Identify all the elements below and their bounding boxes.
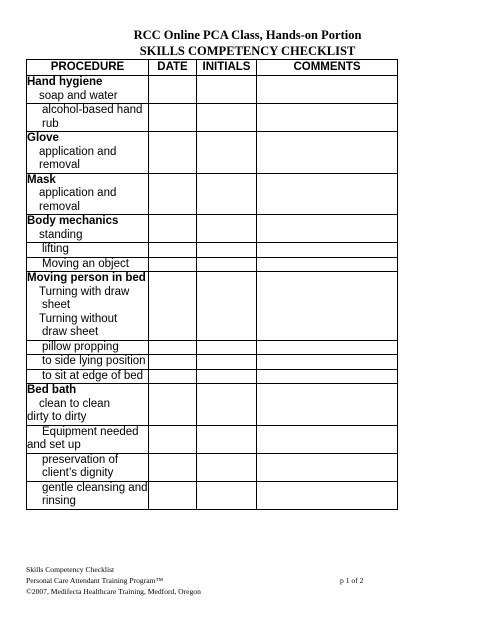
procedure-text: draw sheet <box>42 326 99 338</box>
procedure-cell <box>27 425 149 453</box>
comments-cell[interactable] <box>257 272 398 341</box>
procedure-text: removal <box>39 159 80 171</box>
procedure-text: Turning without <box>39 312 118 325</box>
footer-checklist-name: Skills Competency Checklist <box>26 565 115 574</box>
comments-cell[interactable] <box>257 257 398 272</box>
initials-cell[interactable] <box>197 355 257 370</box>
procedure-cell <box>27 243 149 258</box>
procedure-category: Body mechanics <box>27 215 119 227</box>
procedure-text: to sit at edge of bed <box>42 369 144 382</box>
table-row <box>27 369 398 384</box>
date-cell[interactable] <box>149 104 197 132</box>
date-cell[interactable] <box>149 369 197 384</box>
procedure-cell <box>27 272 149 341</box>
procedure-cell <box>27 384 149 426</box>
column-header-comments: COMMENTS <box>257 60 398 76</box>
comments-cell[interactable] <box>257 355 398 370</box>
date-cell[interactable] <box>149 384 197 426</box>
table-header-row <box>27 60 398 76</box>
procedure-text: dirty to dirty <box>27 411 87 423</box>
procedure-text: sheet <box>42 299 71 311</box>
date-cell[interactable] <box>149 272 197 341</box>
procedure-cell <box>27 76 149 104</box>
initials-cell[interactable] <box>197 173 257 215</box>
comments-cell[interactable] <box>257 369 398 384</box>
comments-cell[interactable] <box>257 104 398 132</box>
procedure-category: Glove <box>27 132 59 144</box>
comments-cell[interactable] <box>257 132 398 174</box>
initials-cell[interactable] <box>197 453 257 481</box>
comments-cell[interactable] <box>257 173 398 215</box>
comments-cell[interactable] <box>257 425 398 453</box>
procedure-category: Mask <box>27 173 56 186</box>
procedure-text: Moving an object <box>42 257 129 270</box>
table-row <box>27 215 398 243</box>
procedure-text: preservation of <box>42 453 119 466</box>
procedure-category: Bed bath <box>27 384 77 396</box>
procedure-cell <box>27 257 149 272</box>
table-row <box>27 257 398 272</box>
initials-cell[interactable] <box>197 384 257 426</box>
column-header-date: DATE <box>149 60 197 76</box>
procedure-text: removal <box>39 200 80 213</box>
initials-cell[interactable] <box>197 104 257 132</box>
procedure-cell <box>27 481 149 509</box>
comments-cell[interactable] <box>257 215 398 243</box>
date-cell[interactable] <box>149 340 197 355</box>
initials-cell[interactable] <box>197 215 257 243</box>
table-row <box>27 132 398 174</box>
date-cell[interactable] <box>149 132 197 174</box>
column-header-procedure: PROCEDURE <box>27 60 149 76</box>
table-row <box>27 243 398 258</box>
comments-cell[interactable] <box>257 384 398 426</box>
procedure-text: application and <box>39 145 117 158</box>
comments-cell[interactable] <box>257 453 398 481</box>
procedure-cell <box>27 104 149 132</box>
procedure-cell <box>27 173 149 215</box>
date-cell[interactable] <box>149 453 197 481</box>
procedure-text: alcohol-based hand <box>42 104 143 116</box>
initials-cell[interactable] <box>197 340 257 355</box>
initials-cell[interactable] <box>197 272 257 341</box>
table-row <box>27 104 398 132</box>
procedure-text: Turning with draw <box>39 285 130 298</box>
procedure-cell <box>27 355 149 370</box>
footer-copyright: ©2007, Medifecta Healthcare Training, Medford, Oregon <box>26 587 201 596</box>
document-title: RCC Online PCA Class, Hands-on Portion <box>133 28 362 42</box>
initials-cell[interactable] <box>197 257 257 272</box>
document-subtitle: SKILLS COMPETENCY CHECKLIST <box>139 44 356 58</box>
procedure-text: application and <box>39 187 117 199</box>
initials-cell[interactable] <box>197 369 257 384</box>
page-number: p 1 of 2 <box>340 576 364 585</box>
procedure-cell <box>27 215 149 243</box>
procedure-text: rub <box>42 117 59 130</box>
column-header-initials: INITIALS <box>197 60 257 76</box>
procedure-cell <box>27 369 149 384</box>
table-row <box>27 453 398 481</box>
table-row <box>27 272 398 341</box>
procedure-cell <box>27 340 149 355</box>
procedure-text: clean to clean <box>39 397 110 410</box>
procedure-text: rinsing <box>42 495 76 507</box>
date-cell[interactable] <box>149 76 197 104</box>
procedure-text: to side lying position <box>42 355 146 367</box>
date-cell[interactable] <box>149 425 197 453</box>
table-row <box>27 425 398 453</box>
procedure-text: Equipment needed <box>42 425 139 438</box>
date-cell[interactable] <box>149 243 197 258</box>
initials-cell[interactable] <box>197 132 257 174</box>
skills-checklist-table <box>26 59 398 510</box>
procedure-cell <box>27 453 149 481</box>
date-cell[interactable] <box>149 257 197 272</box>
table-row <box>27 76 398 104</box>
date-cell[interactable] <box>149 215 197 243</box>
procedure-text: gentle cleansing and <box>42 481 148 494</box>
table-row <box>27 481 398 509</box>
procedure-text: client’s dignity <box>42 467 114 479</box>
procedure-text: soap and water <box>39 89 118 102</box>
comments-cell[interactable] <box>257 76 398 104</box>
procedure-category: Hand hygiene <box>27 76 103 88</box>
date-cell[interactable] <box>149 173 197 215</box>
table-row <box>27 384 398 426</box>
procedure-text: and set up <box>27 439 81 451</box>
initials-cell[interactable] <box>197 243 257 258</box>
procedure-cell <box>27 132 149 174</box>
procedure-category: Moving person in bed <box>27 272 146 284</box>
date-cell[interactable] <box>149 355 197 370</box>
initials-cell[interactable] <box>197 481 257 509</box>
initials-cell[interactable] <box>197 425 257 453</box>
table-row <box>27 340 398 355</box>
comments-cell[interactable] <box>257 340 398 355</box>
footer-program-name: Personal Care Attendant Training Program™ <box>26 576 163 585</box>
initials-cell[interactable] <box>197 76 257 104</box>
table-row <box>27 355 398 370</box>
procedure-text: pillow propping <box>42 340 119 353</box>
table-row <box>27 173 398 215</box>
comments-cell[interactable] <box>257 243 398 258</box>
comments-cell[interactable] <box>257 481 398 509</box>
date-cell[interactable] <box>149 481 197 509</box>
procedure-text: lifting <box>42 243 69 255</box>
procedure-text: standing <box>39 228 83 241</box>
